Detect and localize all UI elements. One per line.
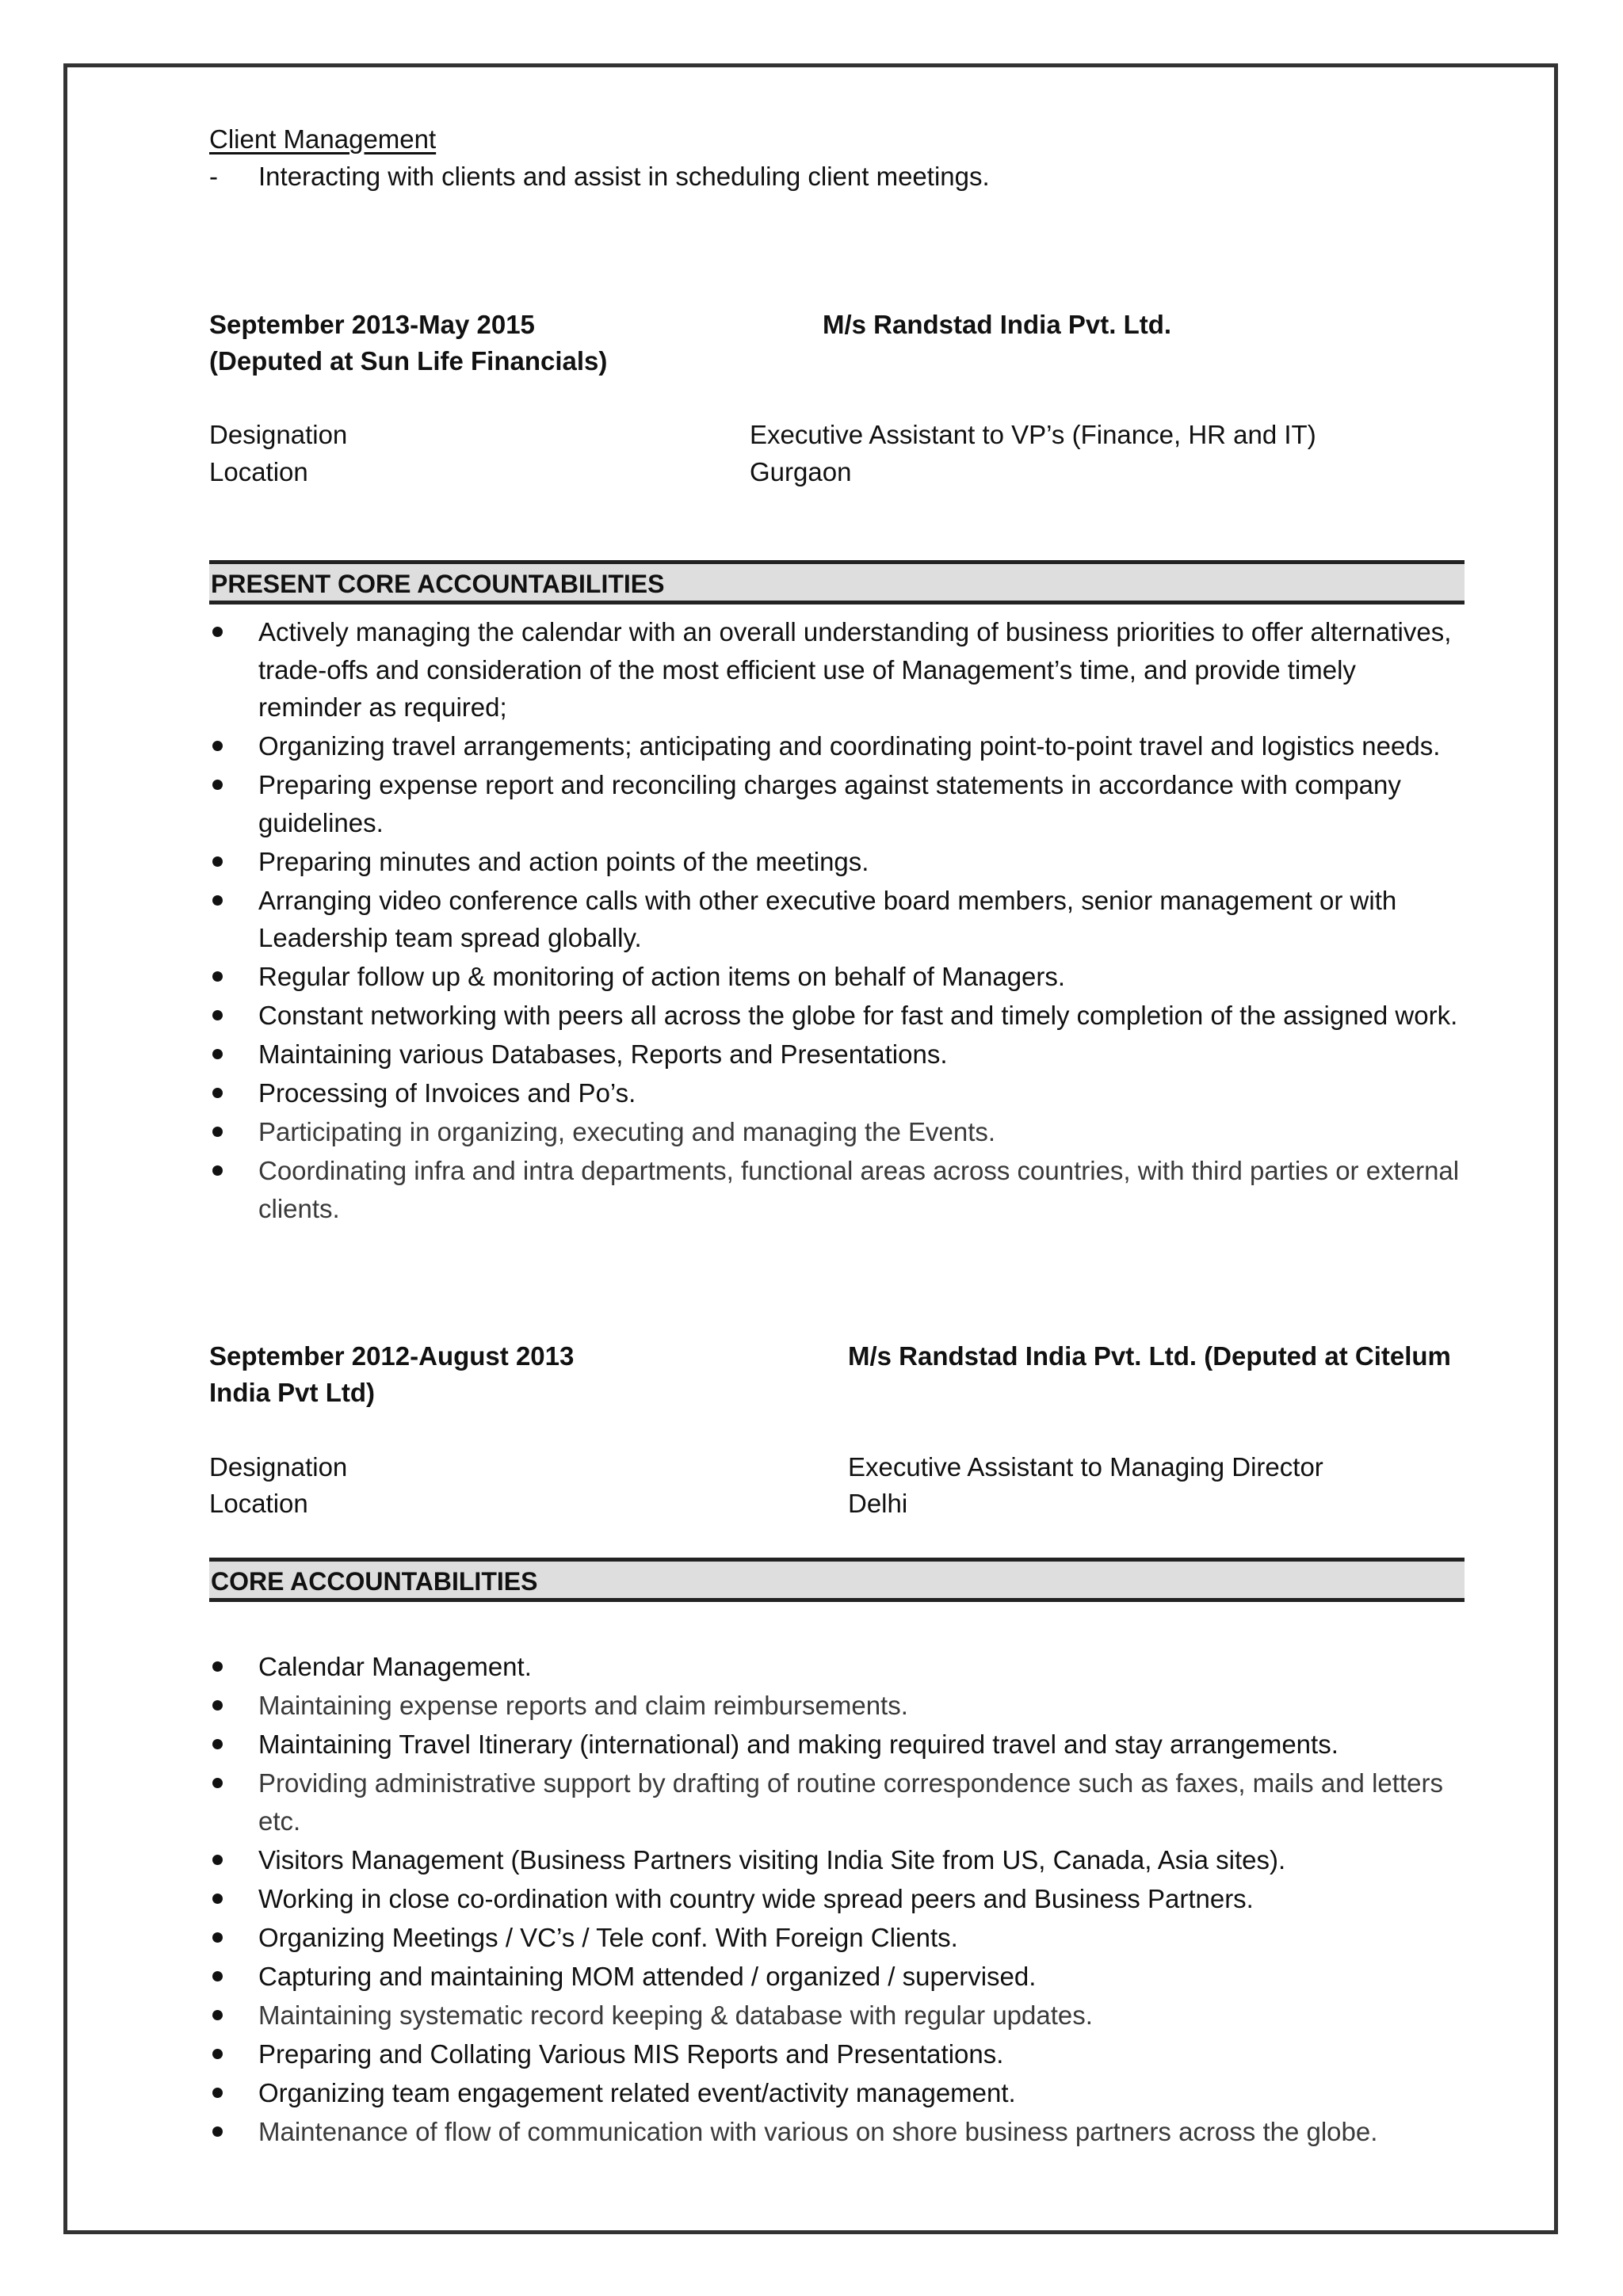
bullet-icon [212,895,223,906]
job2-company-continued: India Pvt Ltd) [209,1378,375,1407]
list-item: Working in close co-ordination with country wide spread peers and Business Partners. [209,1880,1465,1918]
list-item: Calendar Management. [209,1648,1465,1686]
list-item: Processing of Invoices and Po’s. [209,1074,1465,1112]
list-item: Organizing travel arrangements; anticipating and coordinating point-to-point travel and logistics needs. [209,727,1465,765]
list-item: Organizing team engagement related event/activity management. [209,2074,1465,2112]
job1-designation-label: Designation [209,420,348,449]
bullet-icon [212,2126,223,2137]
bullet-icon [212,1127,223,1137]
list-item: Preparing minutes and action points of the meetings. [209,843,1465,881]
job1-deputed: (Deputed at Sun Life Financials) [209,346,608,376]
job2-accountabilities-list [209,1648,1465,2152]
list-item: Maintaining various Databases, Reports and Presentations. [209,1035,1465,1074]
list-item: Constant networking with peers all across the globe for fast and timely completion of the assigned work. [209,997,1465,1035]
bullet-icon [212,2088,223,2098]
job2-designation-value: Executive Assistant to Managing Director [848,1452,1323,1482]
bullet-icon [212,1661,223,1672]
bullet-icon [212,1971,223,1981]
list-item: Maintaining expense reports and claim reimbursements. [209,1687,1465,1725]
section-title: PRESENT CORE ACCOUNTABILITIES [211,570,665,598]
bullet-icon [212,780,223,790]
bullet-icon [212,1739,223,1749]
client-management-item: Interacting with clients and assist in scheduling client meetings. [258,162,990,191]
job1-period: September 2013-May 2015 [209,310,535,339]
list-item: Actively managing the calendar with an overall understanding of business priorities to offer alternatives, trade-offs and consideration of the most efficient use of Management’s time, and provide timely reminder as required; [209,613,1465,727]
bullet-icon [212,856,223,867]
list-item: Visitors Management (Business Partners visiting India Site from US, Canada, Asia sites). [209,1841,1465,1879]
job1-company: M/s Randstad India Pvt. Ltd. [823,310,1172,339]
list-item: Preparing expense report and reconciling charges against statements in accordance with company guidelines. [209,766,1465,841]
job2-designation-label: Designation [209,1452,348,1482]
bullet-icon [212,627,223,637]
bullet-icon [212,1700,223,1711]
bullet-icon [212,2010,223,2020]
bullet-icon [212,1855,223,1865]
job1-accountabilities-list [209,613,1465,1229]
bullet-icon [212,1778,223,1788]
bullet-icon [212,971,223,982]
list-item: Maintaining Travel Itinerary (international) and making required travel and stay arrangements. [209,1726,1465,1764]
bullet-icon [212,2049,223,2059]
bullet-icon [212,1165,223,1176]
list-item: Regular follow up & monitoring of action items on behalf of Managers. [209,958,1465,996]
core-accountabilities-bar [209,1558,1465,1602]
client-management-heading: Client Management [209,124,437,154]
bullet-icon [212,1894,223,1904]
job1-location-value: Gurgaon [750,457,852,486]
list-item: Maintenance of flow of communication with various on shore business partners across the globe. [209,2113,1465,2151]
dash-marker: - [209,162,218,191]
list-item: Preparing and Collating Various MIS Reports and Presentations. [209,2035,1465,2073]
bullet-icon [212,1932,223,1943]
bullet-icon [212,1010,223,1020]
list-item: Arranging video conference calls with other executive board members, senior management or with Leadership team spread globally. [209,882,1465,957]
present-core-accountabilities-bar [209,560,1465,605]
list-item: Coordinating infra and intra departments, functional areas across countries, with third parties or external clients. [209,1152,1465,1227]
job1-designation-value: Executive Assistant to VP’s (Finance, HR and IT) [750,420,1316,449]
bullet-icon [212,741,223,751]
job1-location-label: Location [209,457,308,486]
list-item: Organizing Meetings / VC’s / Tele conf. With Foreign Clients. [209,1919,1465,1957]
list-item: Providing administrative support by drafting of routine correspondence such as faxes, mails and letters etc. [209,1764,1465,1840]
list-item: Capturing and maintaining MOM attended / organized / supervised. [209,1958,1465,1996]
section-title: CORE ACCOUNTABILITIES [211,1567,538,1596]
job2-location-label: Location [209,1489,308,1518]
job2-company: M/s Randstad India Pvt. Ltd. (Deputed at Citelum [848,1341,1451,1371]
list-item: Participating in organizing, executing and managing the Events. [209,1113,1465,1151]
job2-location-value: Delhi [848,1489,908,1518]
bullet-icon [212,1049,223,1059]
job2-period: September 2012-August 2013 [209,1341,575,1371]
bullet-icon [212,1088,223,1098]
list-item: Maintaining systematic record keeping & database with regular updates. [209,1997,1465,2035]
